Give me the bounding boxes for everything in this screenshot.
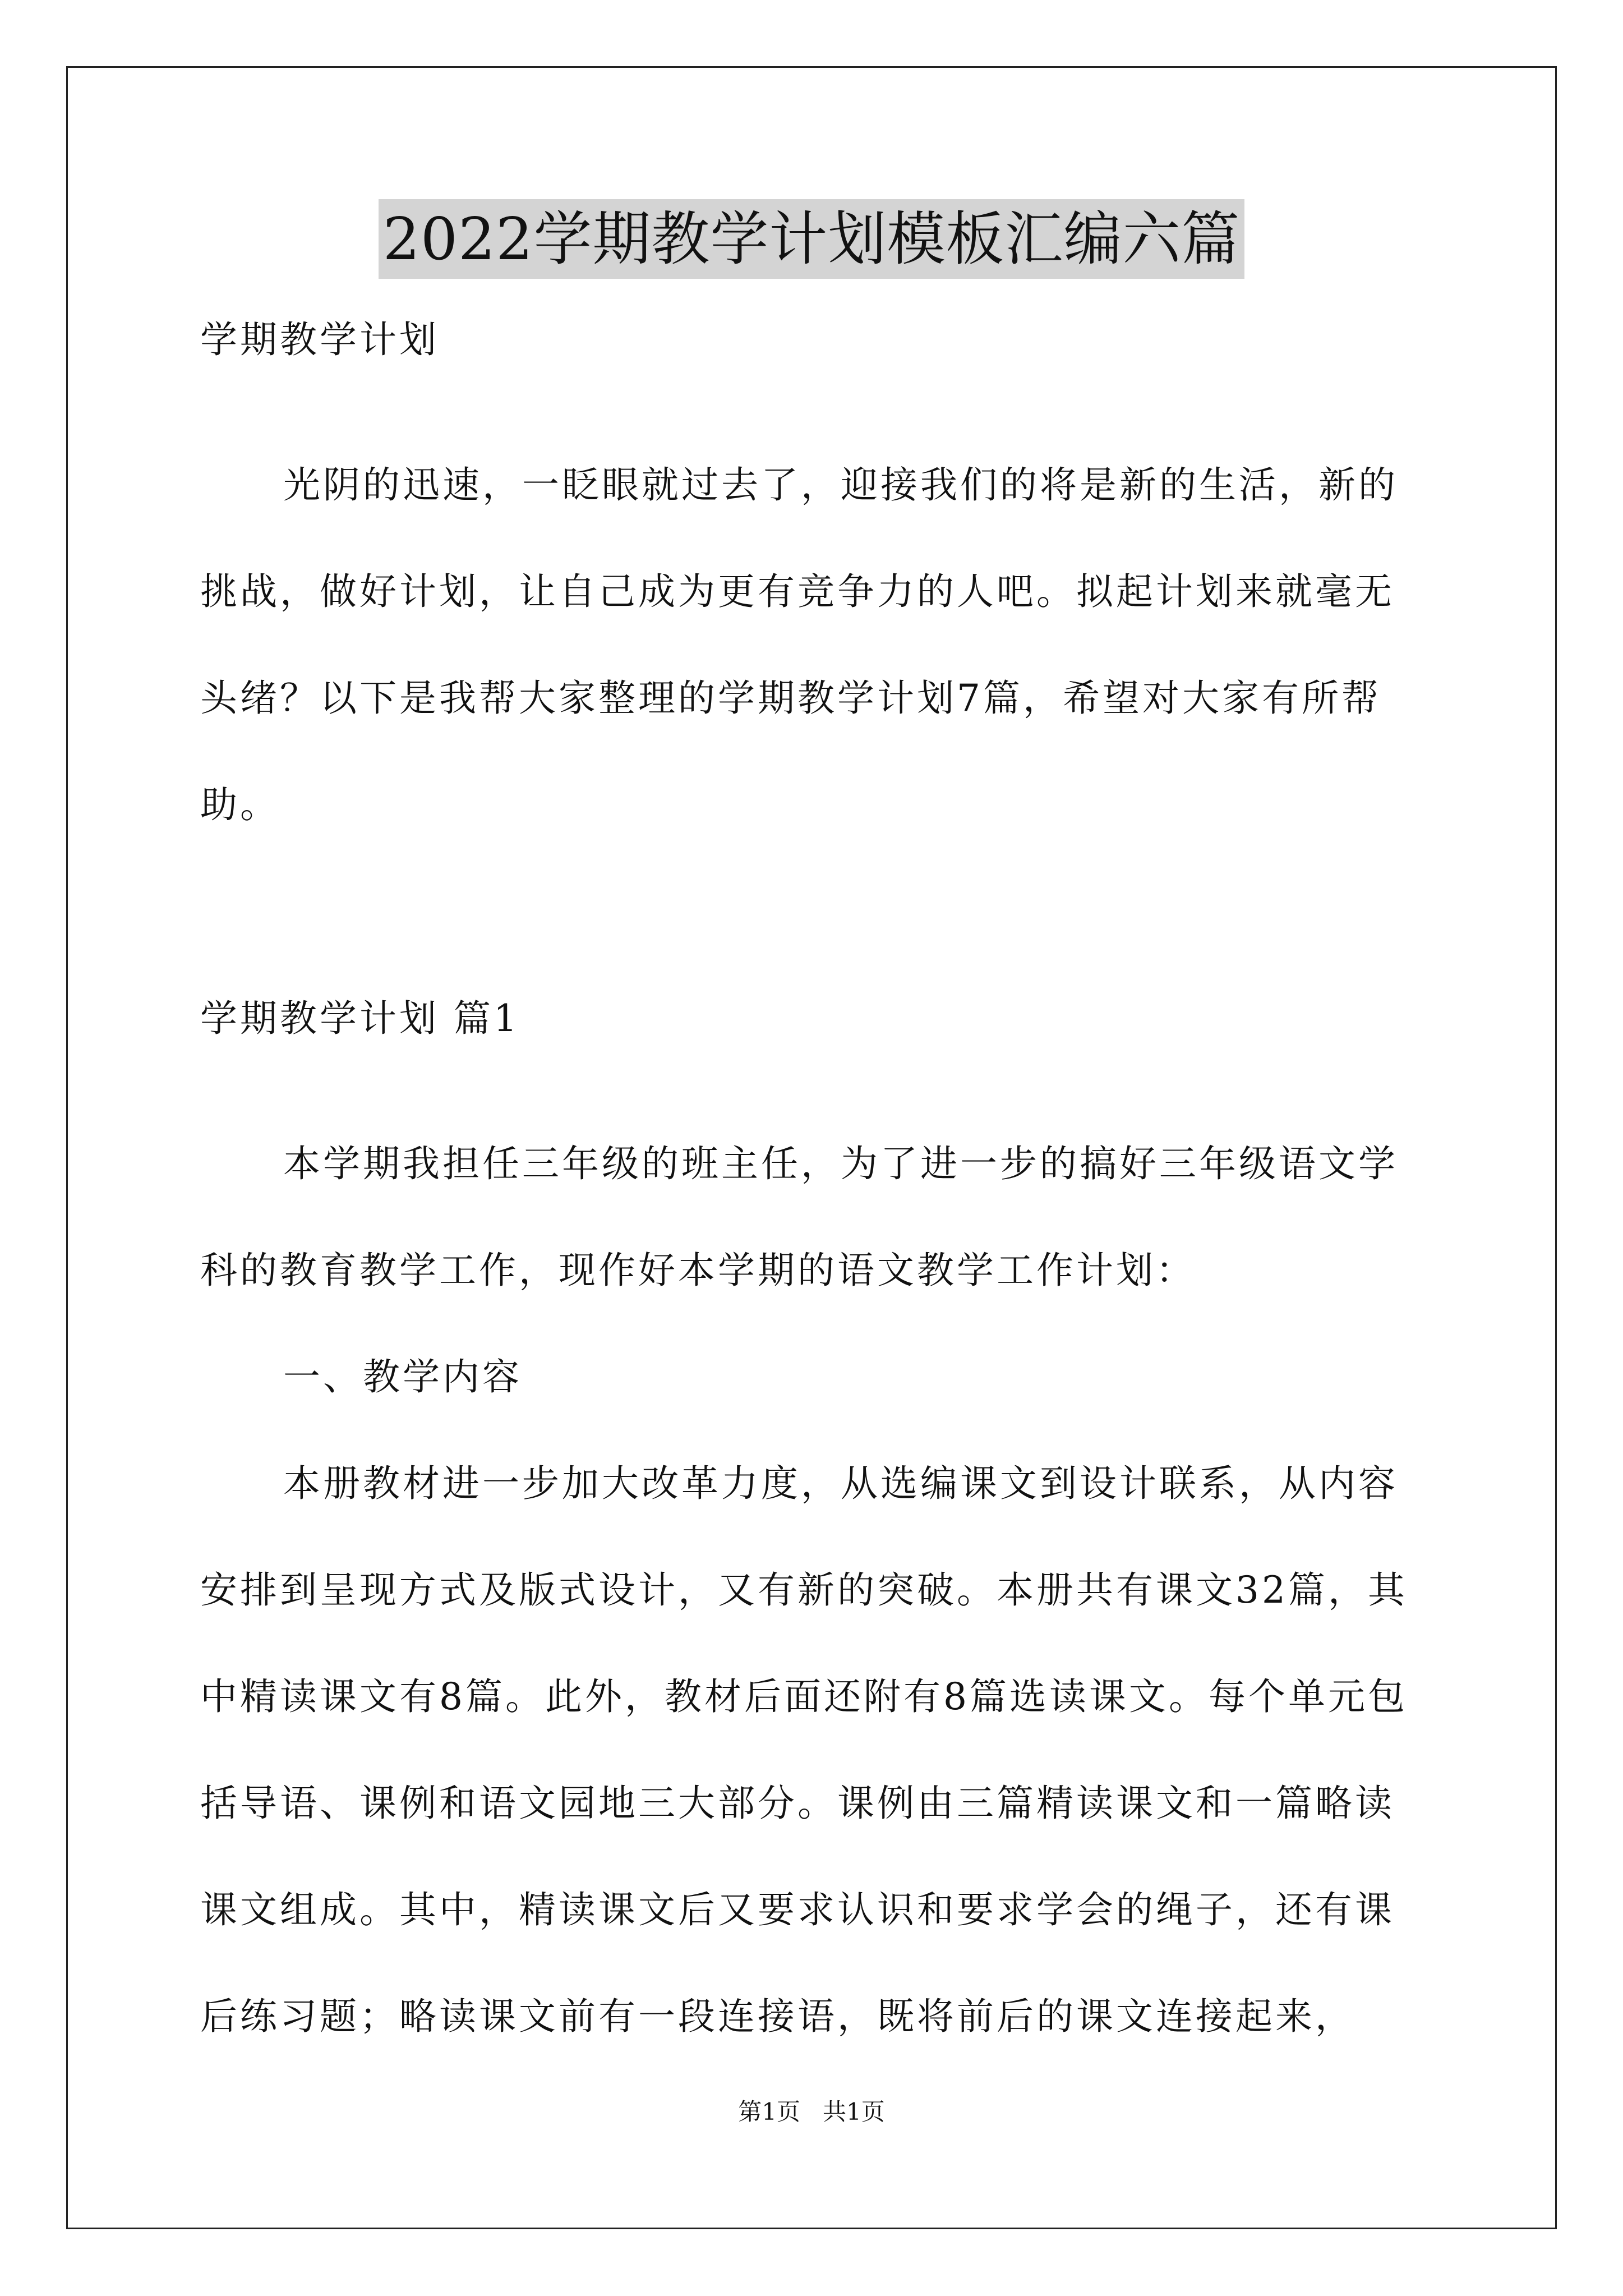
intro-section — [200, 432, 1431, 858]
section1-heading: 学期教学计划 篇1 — [200, 997, 520, 1040]
section1-subheading: 一、教学内容 — [283, 1355, 522, 1398]
section1-paragraph: 本学期我担任三年级的班主任，为了进一步的搞好三年级语文学科的教育教学工作，现作好本学期的语文教学工作计划： — [200, 1142, 1398, 1292]
intro-heading: 学期教学计划 — [200, 318, 439, 361]
page-footer: 第1页 共1页 — [738, 2098, 885, 2125]
document-title: 2022学期教学计划模板汇编六篇 — [379, 199, 1245, 279]
intro-paragraph: 光阴的迅速，一眨眼就过去了，迎接我们的将是新的生活，新的挑战，做好计划，让自己成为更有竞争力的人吧。拟起计划来就毫无头绪？以下是我帮大家整理的学期教学计划7篇，希望对大家有所帮助。 — [200, 463, 1398, 826]
section1-body — [200, 1111, 1431, 2070]
section1-paragraph: 本册教材进一步加大改革力度，从选编课文到设计联系，从内容安排到呈现方式及版式设计，又有新的突破。本册共有课文32篇，其中精读课文有8篇。此外，教材后面还附有8篇选读课文。每个单元包括导语、课例和语文园地三大部分。课例由三篇精读课文和一篇略读课文组成。其中，精读课文后又要求认识和要求学会的绳子，还有课后练习题；略读课文前有一段连接语，既将前后的课文连接起来， — [200, 1462, 1408, 2038]
title-container — [0, 199, 1623, 279]
